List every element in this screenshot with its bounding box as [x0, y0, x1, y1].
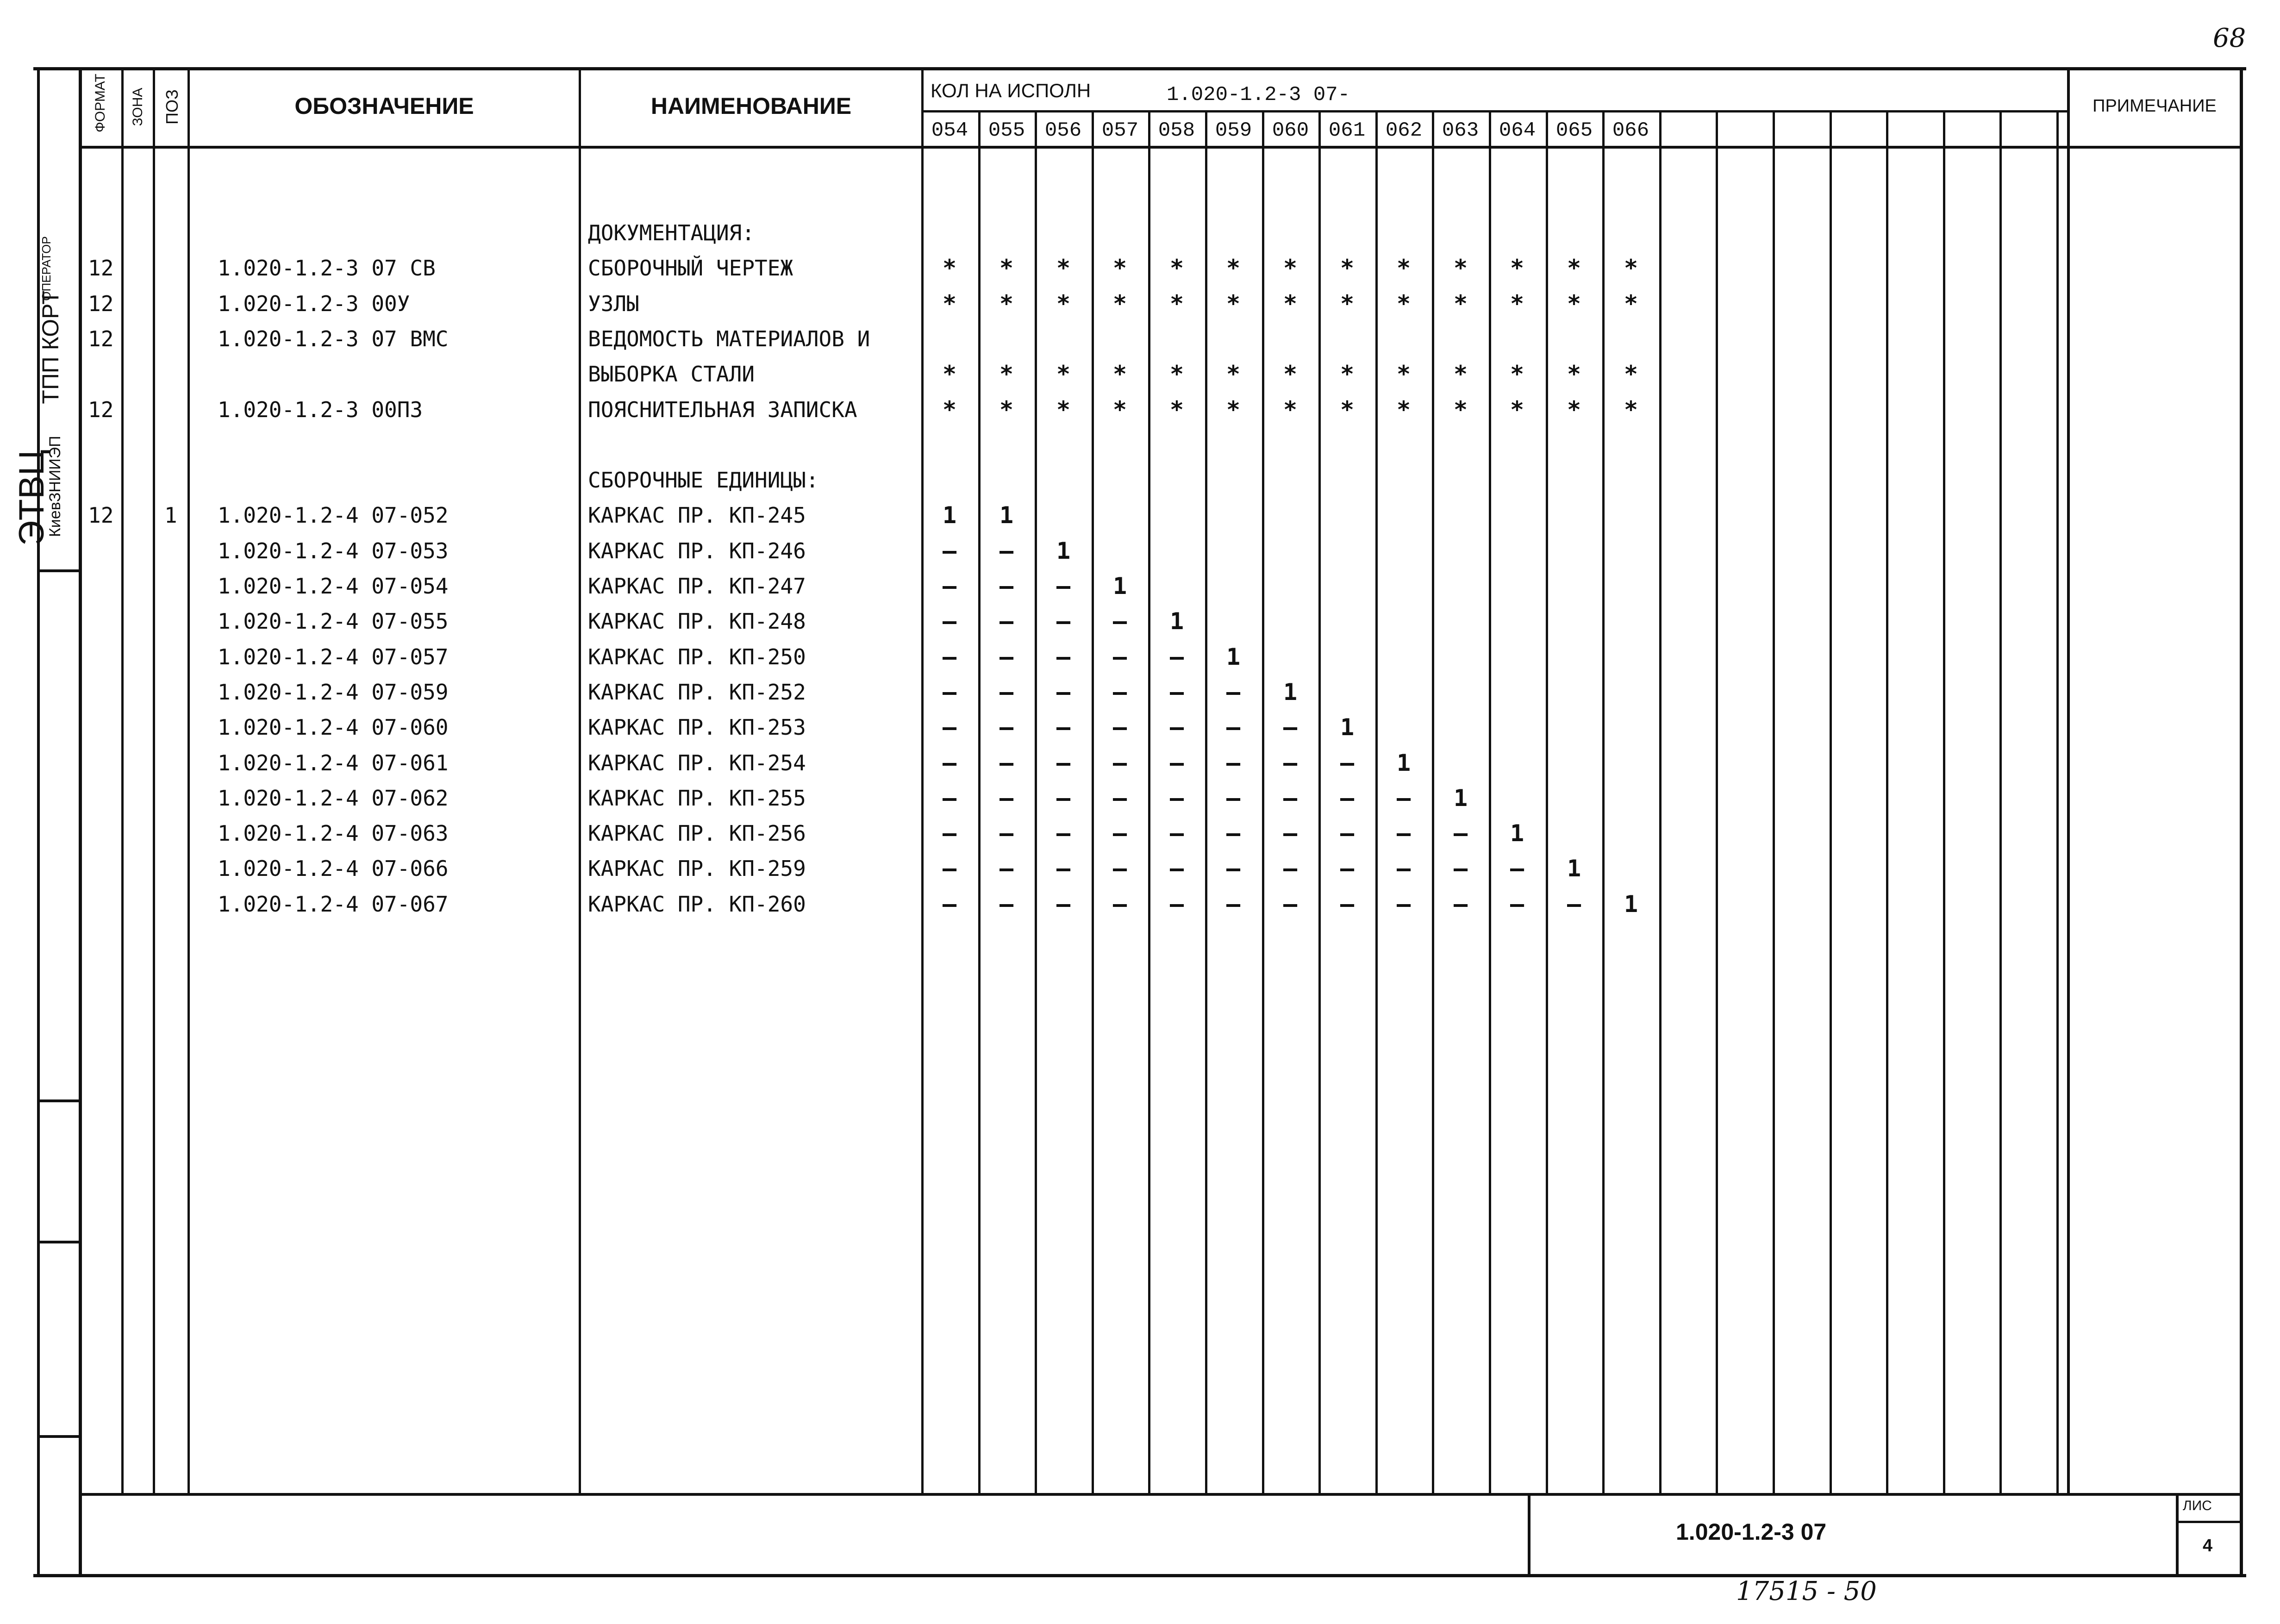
row-qty-mark: *: [1283, 396, 1298, 423]
row-designation: 1.020-1.2-4 07-067: [218, 892, 449, 917]
row-name: ПОЯСНИТЕЛЬНАЯ ЗАПИСКА: [588, 397, 857, 422]
row-qty-mark: *: [1226, 255, 1241, 281]
row-qty-mark: *: [1283, 290, 1298, 317]
row-position: 1: [164, 503, 177, 528]
row-qty-mark: *: [1340, 361, 1355, 387]
row-qty-mark: *: [942, 290, 957, 317]
variant-header: 062: [1385, 119, 1423, 142]
stamp-doc-code: 1.020-1.2-3 07: [1676, 1519, 1827, 1545]
row-designation: 1.020-1.2-4 07-061: [218, 750, 449, 775]
row-qty-mark: *: [1169, 361, 1184, 387]
row-qty-mark: –: [1453, 891, 1468, 918]
header-pos: ПОЗ: [162, 89, 181, 125]
row-qty-mark: *: [1624, 290, 1638, 317]
variant-header: 060: [1272, 119, 1309, 142]
variant-header: 061: [1328, 119, 1366, 142]
row-qty-mark: *: [1510, 361, 1524, 387]
row-qty-mark: *: [942, 255, 957, 281]
row-qty-mark: –: [1056, 573, 1071, 600]
row-qty-mark: –: [1169, 714, 1184, 741]
row-name: КАРКАС ПР. КП-247: [588, 574, 806, 599]
row-qty-mark: –: [1453, 820, 1468, 847]
row-qty-mark: *: [1567, 255, 1581, 281]
row-qty-mark: –: [1056, 820, 1071, 847]
row-qty-mark: *: [1169, 290, 1184, 317]
row-format: 12: [88, 256, 114, 281]
row-qty-mark: –: [1169, 750, 1184, 776]
row-qty-mark: –: [999, 714, 1014, 741]
variant-column-line: [1943, 110, 1945, 1493]
row-qty-mark: –: [1283, 820, 1298, 847]
row-qty-mark: *: [1340, 290, 1355, 317]
row-qty-mark: *: [1056, 396, 1071, 423]
row-qty-mark: *: [1340, 255, 1355, 281]
row-qty-mark: *: [1283, 255, 1298, 281]
variant-header: 059: [1215, 119, 1252, 142]
row-qty-mark: *: [1624, 361, 1638, 387]
row-qty-mark: *: [1169, 396, 1184, 423]
variant-column-line: [1773, 110, 1775, 1493]
row-format: 12: [88, 291, 114, 316]
variant-header: 057: [1101, 119, 1139, 142]
variant-column-line: [1999, 110, 2002, 1493]
row-qty-mark: –: [1112, 855, 1127, 882]
row-qty-mark: 1: [1624, 891, 1638, 918]
row-qty-mark: –: [942, 714, 957, 741]
row-name: КАРКАС ПР. КП-245: [588, 503, 806, 528]
row-qty-mark: –: [999, 537, 1014, 564]
row-qty-mark: –: [1283, 855, 1298, 882]
row-qty-mark: –: [999, 891, 1014, 918]
row-name: ВЫБОРКА СТАЛИ: [588, 362, 755, 387]
side-operator: ОПЕРАТОР: [39, 236, 53, 301]
row-qty-mark: –: [1169, 855, 1184, 882]
row-qty-mark: 1: [999, 502, 1014, 529]
row-qty-mark: 1: [1226, 643, 1241, 670]
row-qty-mark: *: [1510, 290, 1524, 317]
row-designation: 1.020-1.2-4 07-052: [218, 503, 449, 528]
row-designation: 1.020-1.2-4 07-054: [218, 574, 449, 599]
frame-right: [2240, 67, 2243, 1577]
row-qty-mark: –: [1340, 750, 1355, 776]
row-qty-mark: –: [999, 750, 1014, 776]
row-qty-mark: –: [942, 891, 957, 918]
frame-left: [79, 67, 82, 1577]
stamp-divider-2: [2176, 1494, 2179, 1575]
row-qty-mark: –: [999, 855, 1014, 882]
row-name: ВЕДОМОСТЬ МАТЕРИАЛОВ И: [588, 326, 870, 351]
row-qty-mark: –: [1283, 785, 1298, 812]
side-org: КиевЗНИИЭП: [46, 436, 64, 537]
row-qty-mark: –: [1112, 679, 1127, 706]
row-qty-mark: –: [1283, 891, 1298, 918]
header-bottom-line: [80, 146, 2242, 149]
row-qty-mark: –: [1510, 855, 1524, 882]
row-qty-mark: –: [1169, 643, 1184, 670]
row-qty-mark: –: [1056, 891, 1071, 918]
row-qty-mark: *: [1510, 396, 1524, 423]
row-designation: 1.020-1.2-4 07-062: [218, 786, 449, 811]
row-qty-mark: –: [1056, 643, 1071, 670]
row-qty-mark: –: [1340, 785, 1355, 812]
row-designation: 1.020-1.2-3 07 СВ: [218, 256, 436, 281]
row-qty-mark: –: [1396, 891, 1411, 918]
row-designation: 1.020-1.2-4 07-063: [218, 821, 449, 846]
frame-bottom: [33, 1574, 2246, 1577]
row-qty-mark: –: [1112, 714, 1127, 741]
row-name: КАРКАС ПР. КП-252: [588, 680, 806, 705]
row-qty-mark: –: [1510, 891, 1524, 918]
row-qty-mark: *: [1340, 396, 1355, 423]
row-name: КАРКАС ПР. КП-253: [588, 715, 806, 740]
row-qty-mark: –: [942, 855, 957, 882]
row-qty-mark: –: [999, 643, 1014, 670]
row-qty-mark: *: [1169, 255, 1184, 281]
row-name: КАРКАС ПР. КП-248: [588, 609, 806, 634]
row-qty-mark: –: [1453, 855, 1468, 882]
row-qty-mark: –: [942, 643, 957, 670]
row-qty-mark: *: [1056, 290, 1071, 317]
variant-header: 054: [931, 119, 968, 142]
row-qty-mark: *: [1226, 361, 1241, 387]
row-qty-mark: 1: [1112, 573, 1127, 600]
row-format: 12: [88, 397, 114, 422]
row-qty-mark: *: [1112, 255, 1127, 281]
row-designation: 1.020-1.2-4 07-060: [218, 715, 449, 740]
row-name: КАРКАС ПР. КП-256: [588, 821, 806, 846]
row-qty-mark: –: [942, 679, 957, 706]
row-qty-mark: *: [1453, 290, 1468, 317]
variant-header: 055: [988, 119, 1025, 142]
row-qty-mark: 1: [1567, 855, 1581, 882]
variant-header: 058: [1158, 119, 1195, 142]
header-zone: ЗОНА: [130, 87, 145, 126]
row-qty-mark: *: [1396, 361, 1411, 387]
body-bottom-line: [80, 1493, 2242, 1496]
row-qty-mark: 1: [1169, 608, 1184, 635]
row-qty-mark: *: [1453, 361, 1468, 387]
row-qty-mark: *: [942, 396, 957, 423]
stamp-sheet-number: 4: [2203, 1536, 2213, 1555]
row-qty-mark: *: [1056, 255, 1071, 281]
variant-header: 066: [1612, 119, 1649, 142]
row-qty-mark: –: [1169, 891, 1184, 918]
row-format: 12: [88, 503, 114, 528]
row-qty-mark: –: [942, 785, 957, 812]
row-qty-mark: –: [1567, 891, 1581, 918]
row-qty-mark: –: [1226, 855, 1241, 882]
row-name: СБОРОЧНЫЙ ЧЕРТЕЖ: [588, 256, 793, 281]
variant-header: 065: [1555, 119, 1593, 142]
row-designation: 1.020-1.2-4 07-057: [218, 644, 449, 669]
row-name: КАРКАС ПР. КП-259: [588, 856, 806, 881]
row-qty-mark: –: [999, 608, 1014, 635]
stamp-divider: [1528, 1494, 1530, 1575]
row-qty-mark: –: [999, 573, 1014, 600]
row-designation: 1.020-1.2-3 00ПЗ: [218, 397, 423, 422]
row-qty-mark: *: [1396, 396, 1411, 423]
row-qty-mark: –: [1112, 820, 1127, 847]
row-designation: 1.020-1.2-4 07-055: [218, 609, 449, 634]
row-qty-mark: –: [942, 608, 957, 635]
row-qty-mark: 1: [1340, 714, 1355, 741]
row-name: КАРКАС ПР. КП-254: [588, 750, 806, 775]
row-qty-mark: *: [1056, 361, 1071, 387]
row-qty-mark: –: [1226, 820, 1241, 847]
row-qty-mark: –: [1226, 714, 1241, 741]
row-qty-mark: –: [1226, 750, 1241, 776]
row-name: КАРКАС ПР. КП-250: [588, 644, 806, 669]
row-designation: 1.020-1.2-3 07 ВМС: [218, 326, 449, 351]
row-qty-mark: –: [999, 679, 1014, 706]
row-qty-mark: –: [1226, 785, 1241, 812]
row-qty-mark: *: [1112, 290, 1127, 317]
row-qty-mark: –: [1340, 891, 1355, 918]
row-qty-mark: 1: [1396, 750, 1411, 776]
row-qty-mark: *: [1624, 396, 1638, 423]
row-qty-mark: *: [999, 290, 1014, 317]
row-qty-mark: *: [999, 396, 1014, 423]
row-qty-mark: 1: [1056, 537, 1071, 564]
row-qty-mark: *: [1226, 396, 1241, 423]
row-qty-mark: *: [1226, 290, 1241, 317]
row-qty-mark: –: [1056, 750, 1071, 776]
row-qty-mark: *: [1510, 255, 1524, 281]
header-name: НАИМЕНОВАНИЕ: [650, 93, 852, 119]
row-qty-mark: –: [1112, 643, 1127, 670]
row-qty-mark: –: [1396, 820, 1411, 847]
side-org-code: ЭТВЦ: [12, 450, 51, 546]
row-qty-mark: 1: [1510, 820, 1524, 847]
row-qty-mark: –: [1169, 679, 1184, 706]
row-qty-mark: *: [1283, 361, 1298, 387]
row-name: УЗЛЫ: [588, 291, 639, 316]
stamp-sheet-label: ЛИС: [2183, 1498, 2212, 1513]
row-qty-mark: –: [1283, 750, 1298, 776]
row-qty-mark: –: [999, 785, 1014, 812]
variant-column-line: [2056, 110, 2059, 1493]
row-qty-mark: –: [1056, 679, 1071, 706]
row-name: ДОКУМЕНТАЦИЯ:: [588, 220, 755, 245]
row-qty-mark: –: [1056, 855, 1071, 882]
row-name: КАРКАС ПР. КП-255: [588, 786, 806, 811]
variant-header: 063: [1442, 119, 1479, 142]
row-qty-mark: *: [1567, 290, 1581, 317]
row-qty-mark: –: [1056, 714, 1071, 741]
row-qty-mark: –: [1226, 891, 1241, 918]
row-qty-mark: *: [1112, 361, 1127, 387]
row-qty-mark: 1: [942, 502, 957, 529]
variant-header: 056: [1044, 119, 1082, 142]
stamp-sheet-line: [2176, 1521, 2241, 1523]
row-qty-mark: –: [1112, 785, 1127, 812]
row-qty-mark: *: [1567, 361, 1581, 387]
variant-column-line: [1830, 110, 1832, 1493]
row-qty-mark: –: [1112, 750, 1127, 776]
row-name: СБОРОЧНЫЕ ЕДИНИЦЫ:: [588, 468, 819, 493]
side-dept: ТПП КОРТ: [37, 290, 63, 404]
row-designation: 1.020-1.2-4 07-059: [218, 680, 449, 705]
header-format: ФОРМАТ: [93, 74, 108, 132]
row-qty-mark: *: [1112, 396, 1127, 423]
variant-column-line: [1716, 110, 1718, 1493]
row-qty-mark: *: [1396, 290, 1411, 317]
bottom-note: 17515 - 50: [1736, 1576, 1877, 1606]
row-qty-mark: *: [1624, 255, 1638, 281]
row-qty-mark: –: [1169, 820, 1184, 847]
header-qty-series: 1.020-1.2-3 07-: [1167, 83, 1350, 106]
row-qty-mark: *: [1567, 396, 1581, 423]
header-designation: ОБОЗНАЧЕНИЕ: [294, 93, 474, 119]
row-qty-mark: –: [1056, 785, 1071, 812]
row-qty-mark: –: [999, 820, 1014, 847]
row-name: КАРКАС ПР. КП-246: [588, 538, 806, 563]
row-format: 12: [88, 326, 114, 351]
row-qty-mark: 1: [1283, 679, 1298, 706]
row-qty-mark: *: [999, 361, 1014, 387]
row-qty-mark: –: [1112, 608, 1127, 635]
frame-top: [33, 67, 2246, 70]
row-qty-mark: *: [942, 361, 957, 387]
row-qty-mark: –: [942, 573, 957, 600]
row-qty-mark: *: [1453, 255, 1468, 281]
row-qty-mark: –: [1169, 785, 1184, 812]
row-qty-mark: –: [942, 820, 957, 847]
row-qty-mark: –: [1283, 714, 1298, 741]
row-qty-mark: –: [1340, 855, 1355, 882]
row-qty-mark: –: [942, 537, 957, 564]
header-qty: КОЛ НА ИСПОЛН: [931, 80, 1091, 101]
variant-column-line: [1886, 110, 1888, 1493]
row-designation: 1.020-1.2-4 07-053: [218, 538, 449, 563]
row-qty-mark: *: [1396, 255, 1411, 281]
row-designation: 1.020-1.2-4 07-066: [218, 856, 449, 881]
header-note: ПРИМЕЧАНИЕ: [2093, 96, 2217, 116]
row-qty-mark: –: [1396, 785, 1411, 812]
row-qty-mark: *: [999, 255, 1014, 281]
row-qty-mark: –: [1226, 679, 1241, 706]
row-qty-mark: –: [1340, 820, 1355, 847]
variant-column-line: [1659, 110, 1662, 1493]
row-name: КАРКАС ПР. КП-260: [588, 892, 806, 917]
row-qty-mark: *: [1453, 396, 1468, 423]
variant-header: 064: [1499, 119, 1536, 142]
row-qty-mark: 1: [1453, 785, 1468, 812]
sheet-number-top: 68: [2213, 23, 2246, 53]
row-qty-mark: –: [1056, 608, 1071, 635]
row-qty-mark: –: [1396, 855, 1411, 882]
row-qty-mark: –: [1112, 891, 1127, 918]
row-qty-mark: –: [942, 750, 957, 776]
row-designation: 1.020-1.2-3 00У: [218, 291, 410, 316]
